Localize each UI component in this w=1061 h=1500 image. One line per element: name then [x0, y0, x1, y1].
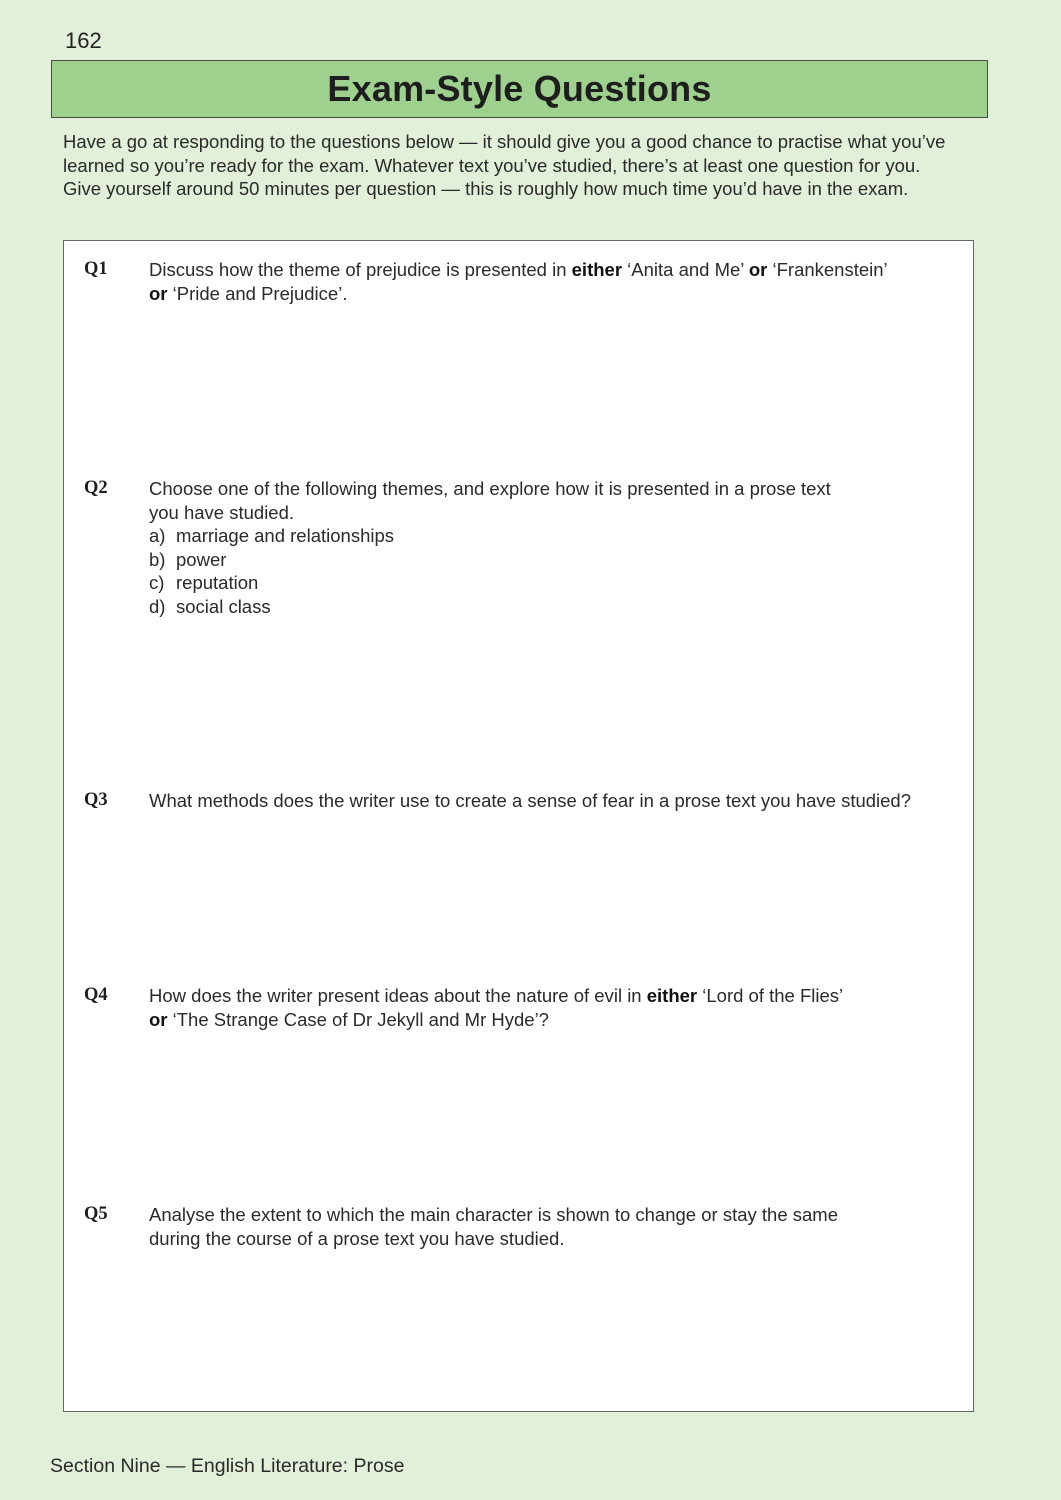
text-run: ‘Pride and Prejudice’. — [167, 282, 348, 304]
intro-line: Have a go at responding to the questions below — it should give you a good chance to practise what you’ve — [63, 131, 946, 152]
question-number: Q3 — [84, 790, 108, 810]
intro-line: Give yourself around 50 minutes per question — this is roughly how much time you’d have in the exam. — [63, 178, 909, 199]
text-run: ‘Lord of the Flies’ — [697, 985, 844, 1006]
question-line: Choose one of the following themes, and explore how it is presented in a prose text — [149, 478, 831, 499]
question-line — [149, 282, 959, 306]
question-text — [149, 1203, 959, 1250]
theme-option — [149, 571, 959, 595]
option-letter: a) — [149, 525, 166, 546]
option-letter: b) — [149, 548, 166, 570]
theme-option — [149, 524, 959, 548]
option-text: reputation — [176, 572, 259, 593]
theme-option — [149, 595, 959, 619]
question-line: you have studied. — [149, 501, 295, 523]
question-line — [149, 1008, 959, 1032]
question-line — [149, 258, 959, 282]
question-line: Analyse the extent to which the main character is shown to change or stay the same — [149, 1204, 838, 1225]
question-number: Q4 — [84, 985, 108, 1005]
section-footer: Section Nine — English Literature: Prose — [50, 1455, 405, 1477]
question-text — [149, 984, 959, 1031]
question-line: What methods does the writer use to create a sense of fear in a prose text you have studied? — [149, 790, 912, 811]
emphasis: either — [646, 985, 698, 1006]
question-number: Q5 — [84, 1204, 108, 1224]
intro-paragraph — [63, 130, 993, 201]
option-text: social class — [176, 595, 271, 617]
intro-line: learned so you’re ready for the exam. Whatever text you’ve studied, there’s at least one question for you. — [63, 154, 921, 176]
question-text — [149, 789, 959, 813]
option-letter: c) — [149, 572, 165, 593]
question-number: Q2 — [84, 478, 108, 498]
question-text — [149, 477, 959, 618]
text-run: ‘Frankenstein’ — [767, 259, 888, 280]
option-letter: d) — [149, 595, 166, 617]
text-run: How does the writer present ideas about the nature of evil in — [149, 985, 647, 1006]
text-run: Discuss how the theme of prejudice is presented in — [149, 259, 572, 280]
question-text — [149, 258, 959, 305]
text-run: ‘Anita and Me’ — [622, 259, 749, 280]
page-title: Exam-Style Questions — [327, 68, 712, 109]
emphasis: either — [571, 259, 623, 280]
title-banner — [51, 60, 988, 118]
question-line — [149, 984, 959, 1008]
option-text: power — [176, 548, 227, 570]
theme-option — [149, 548, 959, 572]
emphasis: or — [149, 1008, 168, 1030]
emphasis: or — [748, 259, 768, 280]
question-box — [63, 240, 974, 1412]
question-line: during the course of a prose text you have studied. — [149, 1227, 565, 1249]
question-number: Q1 — [84, 259, 108, 279]
text-run: ‘The Strange Case of Dr Jekyll and Mr Hyde’? — [167, 1008, 549, 1030]
option-text: marriage and relationships — [176, 525, 395, 546]
page-number: 162 — [65, 28, 102, 53]
emphasis: or — [149, 282, 168, 304]
